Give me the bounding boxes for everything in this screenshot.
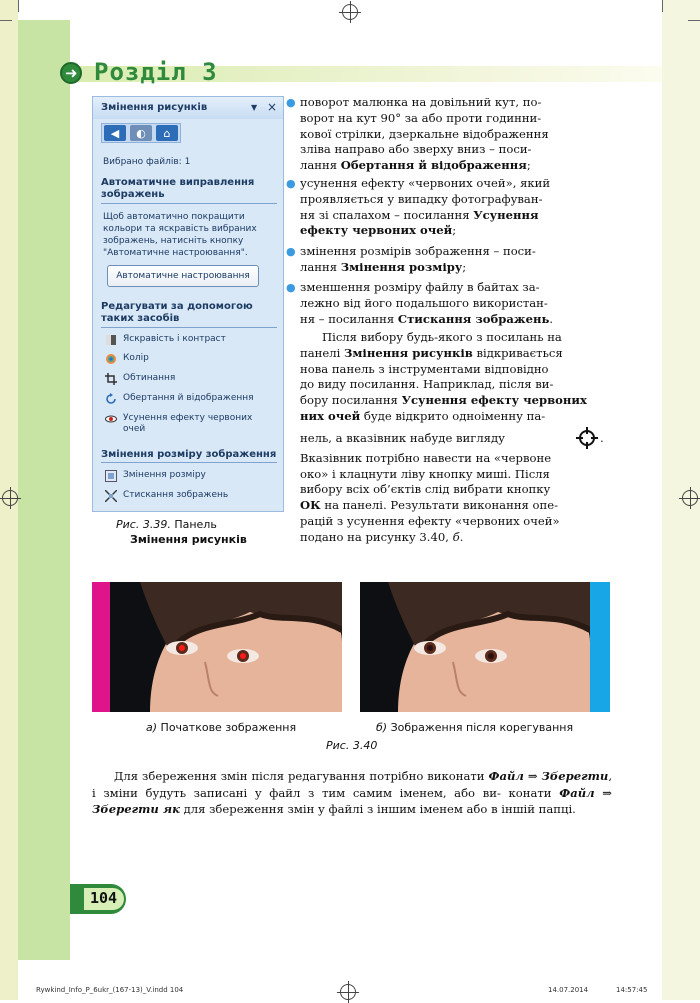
registration-mark-icon [342,4,358,20]
tool-crop[interactable]: Обтинання [105,373,275,385]
photo-right-accent-bar [590,582,610,712]
chapter-title: Розділ 3 [94,58,218,86]
files-selected-label: Вибрано файлів: 1 [103,157,191,167]
paragraph-after-list: Після вибору будь-якого з посилань на панелі Змінення рисунків відкривається нова панель з інструментами відповідно до виду посилання. Наприклад, після ви- бору посилання Усунення ефекту червоних них очей буде відкрито одноіменну па- нель, а вказівник набуде вигляду . Вказівник потрібно навести на «червоне око» і клацнути ліву кнопку миші. Після вибору всіх об’єктів слід вибрати кнопку ОК на панелі. Результати виконання опе- рацій з усунення ефекту «червоних очей» подано на рисунку 3.40, б. [300,330,604,544]
auto-correct-description: Щоб автоматично покращити кольори та яскравість вибраних зображень, натисніть кнопку "Автоматичне настроювання". [103,212,257,258]
footer-file-name: Rywkind_Info_P_6ukr_(167-13)_V.indd 104 [36,986,184,994]
tool-resize[interactable]: Змінення розміру [105,470,275,482]
bullet-red-eye: ● усунення ефекту «червоних очей», який проявляється у випадку фотографуван- ня зі спалахом – посилання Усунення ефекту червоних очей; [286,176,551,238]
auto-correct-heading: Автоматичне виправлення зображень [101,177,255,200]
bullet-resize: ● змінення розмірів зображення – поси- лання Змінення розміру; [286,244,536,274]
bullet-dot-icon: ● [286,96,296,109]
crop-mark [662,0,663,12]
bullet-compress: ● зменшення розміру файлу в байтах за- лежно від його подальшого використан- ня – посилання Стискання зображень. [286,280,554,326]
forward-icon[interactable]: ◐ [130,125,152,141]
photo-original [110,582,342,712]
bullet-dot-icon: ● [286,177,296,190]
photo-original-caption: а) Початкове зображення [146,721,297,734]
brightness-icon [105,334,117,346]
pane-title: Змінення рисунків [101,102,208,113]
figure-339-caption: Рис. 3.39. Панель [116,518,217,531]
picture-edit-task-pane [92,96,284,512]
figure-340-label: Рис. 3.40 [326,739,378,752]
section-divider [101,203,277,204]
registration-mark-icon [682,490,698,506]
chapter-arrow-icon: ➜ [60,62,82,84]
resize-icon [105,470,117,482]
bullet-dot-icon: ● [286,281,296,294]
page-number: 104 [90,889,118,907]
pane-title-bar [93,97,283,119]
pane-close-icon[interactable]: × [267,100,278,114]
section-divider [101,462,277,463]
tool-color[interactable]: Колір [105,353,275,365]
footer-date: 14.07.2014 [548,986,589,994]
footer-time: 14:57:45 [616,986,648,994]
compress-icon [105,490,117,502]
registration-mark-icon [2,490,18,506]
tool-rotate[interactable]: Обертання й відображення [105,393,275,405]
figure-339-name: Змінення рисунків [130,533,247,546]
save-instructions-paragraph: Для збереження змін після редагування потрібно виконати Файл ⇒ Зберегти, і зміни будуть записані у файл з тим самим іменем, або ви- конати Файл ⇒ Зберегти як для збереження змін у файлі з іншим іменем або в іншій папці. [92,769,613,816]
tool-compress[interactable]: Стискання зображень [105,490,275,502]
resize-heading: Змінення розміру зображення [101,449,277,460]
left-margin-band [18,20,70,960]
pane-nav-toolbar [101,123,181,143]
color-icon [105,353,117,365]
crop-icon [105,373,117,385]
crop-mark [688,20,700,21]
crop-mark [18,0,19,12]
tool-red-eye[interactable]: Усунення ефекту червоних очей [105,413,275,437]
home-icon[interactable]: ⌂ [156,125,178,141]
back-icon[interactable]: ◀ [104,125,126,141]
pane-dropdown-icon[interactable]: ▼ [251,103,258,112]
photo-corrected-caption: б) Зображення після корегування [376,721,574,734]
red-eye-icon [105,413,117,425]
rotate-icon [105,393,117,405]
edit-tools-heading: Редагувати за допомогою таких засобів [101,301,253,324]
photo-left-accent-bar [92,582,110,712]
registration-mark-icon [340,984,356,1000]
bullet-dot-icon: ● [286,245,296,258]
crop-mark [0,20,12,21]
crosshair-pointer-icon [576,427,598,449]
section-divider [101,327,277,328]
photo-corrected [360,582,590,712]
auto-adjust-button[interactable]: Автоматичне настроювання [107,265,259,287]
bullet-rotate: ● поворот малюнка на довільний кут, по- ворот на кут 90° за або проти годинни- кової стрілки, дзеркальне відображення зліва направо або зверху вниз – поси- лання Обертання й відображення; [286,95,549,173]
tool-brightness[interactable]: Яскравість і контраст [105,334,275,346]
